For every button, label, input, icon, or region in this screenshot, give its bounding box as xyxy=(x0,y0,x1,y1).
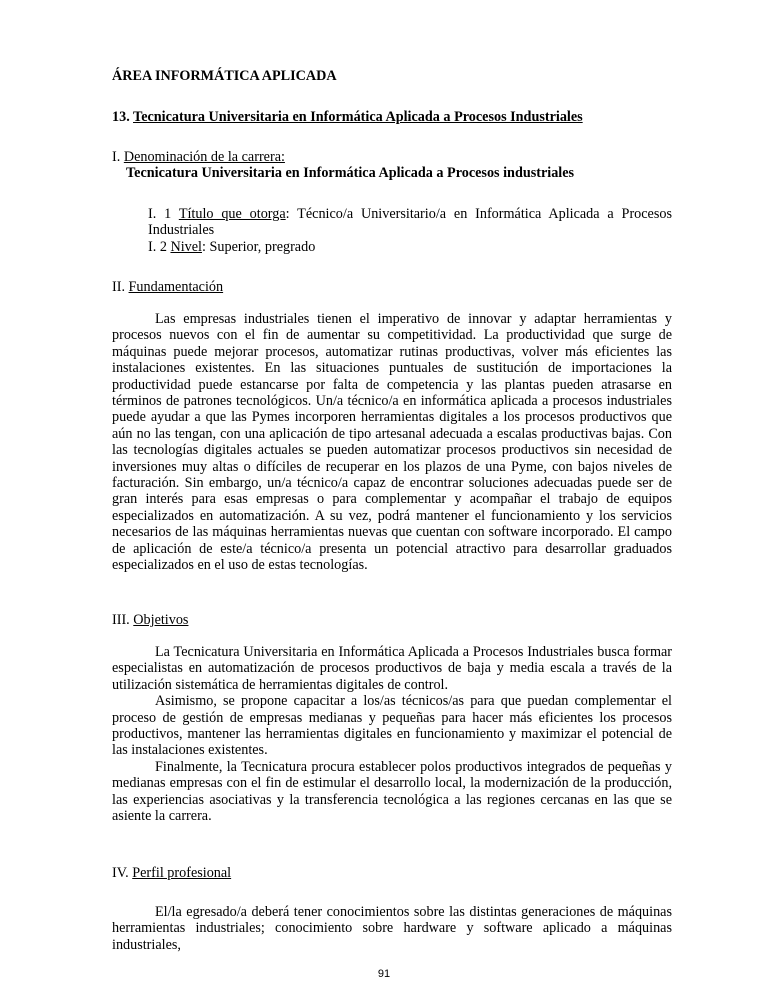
denominacion-num: I. xyxy=(112,149,121,165)
perfil-heading-text: Perfil profesional xyxy=(132,865,232,881)
area-title: ÁREA INFORMÁTICA APLICADA xyxy=(112,68,337,84)
objetivos-num: III. xyxy=(112,612,130,628)
perfil-heading xyxy=(112,865,231,881)
denominacion-block xyxy=(112,149,672,182)
fundamentacion-num: II. xyxy=(112,279,125,295)
objetivos-paragraph-1: La Tecnicatura Universitaria en Informática Aplicada a Procesos Industriales busca formar especialistas en automatización de procesos productivos de baja y media escala a través de la utilización sistemática de herramientas digitales de control. xyxy=(112,644,672,693)
titulo-block xyxy=(148,206,672,239)
objetivos-paragraph-2: Asimismo, se propone capacitar a los/as técnicos/as para que puedan complementar el proceso de gestión de empresas medianas y pequeñas para hacer más eficientes los procesos productivos, mantener las herramientas digitales en funcionamiento y maximizar el potencial de las instalaciones existentes. xyxy=(112,693,672,759)
titulo-label: Título que otorga xyxy=(178,206,286,222)
page-number: 91 xyxy=(377,968,391,980)
perfil-num: IV. xyxy=(112,865,129,881)
nivel-prefix: I. 2 xyxy=(148,239,167,255)
titulo-value: : Técnico/a Universitario/a en Informática Aplicada a Procesos Industriales xyxy=(148,206,672,239)
section-title xyxy=(112,109,672,125)
fundamentacion-body: Las empresas industriales tienen el imperativo de innovar y adaptar herramientas y procesos nuevos con el fin de aumentar su competitividad. La productividad que surge de máquinas puede mejorar procesos, automatizar rutinas productivas, volver más eficientes las instalaciones existentes. En las situaciones puntuales de sustitución de importaciones la productividad puede estancarse por falta de competencia y las plantas pueden atrasarse en términos de patrones tecnológicos. Un/a técnico/a en informática aplicada a procesos industriales puede ayudar a que las Pymes incorporen herramientas digitales a los procesos productivos que aún no las tengan, con una aplicación de tipo artesanal adecuada a escalas productivas bajas. Con las tecnologías digitales actuales se pueden automatizar procesos productivos sin necesidad de inversiones muy altas o difíciles de recuperar en los plazos de una Pyme, con bajos niveles de facturación. Sin embargo, un/a técnico/a capaz de encontrar soluciones adecuadas puede ser de gran interés para esas empresas o para complementar y acompañar el trabajo de equipos especializados en automatización. A su vez, podrá mantener el funcionamiento y los servicios necesarios de las máquinas herramientas nuevas que cuentan con software incorporado. El campo de aplicación de este/a técnico/a presenta un potencial atractivo para desarrollar graduados especializados en el uso de estas tecnologías. xyxy=(112,311,672,574)
nivel-value: : Superior, pregrado xyxy=(202,239,316,255)
objetivos-body xyxy=(112,644,672,824)
fundamentacion-heading-text: Fundamentación xyxy=(128,279,224,295)
denominacion-label: Denominación de la carrera: xyxy=(123,149,285,165)
denominacion-value: Tecnicatura Universitaria en Informática Aplicada a Procesos industriales xyxy=(126,165,575,182)
nivel-block xyxy=(148,239,672,255)
objetivos-heading-text: Objetivos xyxy=(133,612,189,628)
nivel-label: Nivel xyxy=(170,239,202,255)
perfil-body: El/la egresado/a deberá tener conocimientos sobre las distintas generaciones de máquinas herramientas industriales; conocimiento sobre hardware y software aplicado a máquinas industriales, xyxy=(112,904,672,953)
objetivos-heading xyxy=(112,612,188,628)
titulo-prefix: I. 1 xyxy=(148,206,172,222)
section-number: 13. xyxy=(112,109,130,125)
fundamentacion-heading xyxy=(112,279,223,295)
objetivos-paragraph-3: Finalmente, la Tecnicatura procura establecer polos productivos integrados de pequeñas y medianas empresas con el fin de estimular el desarrollo local, la modernización de la producción, las experiencias asociativas y la transferencia tecnológica a las regiones cercanas en las que se asiente la carrera. xyxy=(112,758,672,825)
section-title-text: Tecnicatura Universitaria en Informática Aplicada a Procesos Industriales xyxy=(133,109,583,125)
